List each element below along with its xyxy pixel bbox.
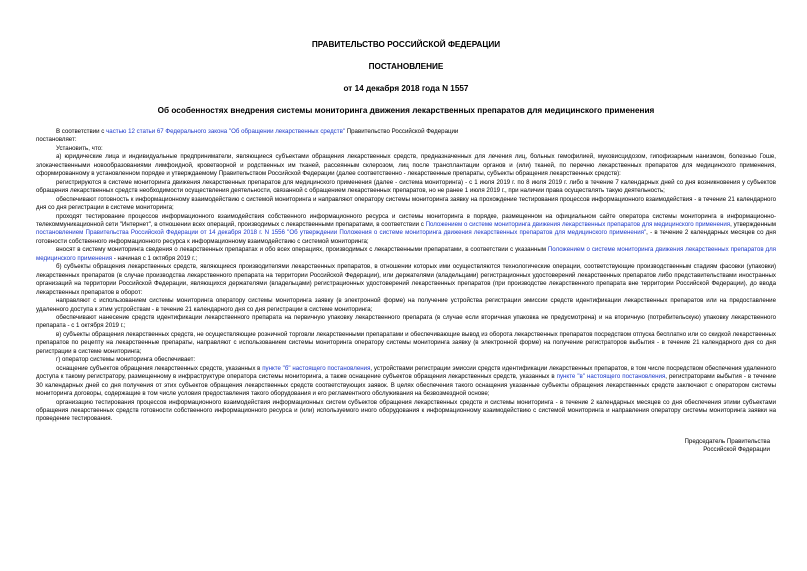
resolution-1556-link[interactable]: постановлением Правительства Российской Федерации от 14 декабря 2018 г. N 1556 "Об утверждении Положения о системе мониторинга движения лекарственных препаратов для медицинского применения" bbox=[36, 229, 647, 237]
clause-c: в) субъекты обращения лекарственных средств, не осуществляющие розничной торговли лекарственными препаратами и обеспечивающие вывод из оборота лекарственных препаратов посредством отпуска бесплатно или со скидкой лекарственных препаратов по рецепту на лекарственные препараты, направляют с использованием системы мониторинга оператору системы мониторинга заявку (в электронной форме) на получение регистраторов выбытия - в течение 21 календарного дня со дня регистрации в системе мониторинга; bbox=[36, 330, 776, 355]
clause-a-testing: проходят тестирование процессов информационного взаимодействия собственного информационного ресурса и системы мониторинга в порядке, размещенном на официальном сайте оператора системы мониторинга в информационно-телекоммуникационной сети "Интернет", в отношении всех операций, производимых с лекарственными препаратами, в соответствии с Положением о системе мониторинга движения лекарственных препаратов для медицинского применения, утвержденным постановлением Правительства Российской Федерации от 14 декабря 2018 г. N 1556 "Об утверждении Положения о системе мониторинга движения лекарственных препаратов для медицинского применения", - в течение 2 календарных месяцев со дня готовности собственного информационного ресурса к информационному взаимодействию с системой мониторинга; bbox=[36, 212, 776, 245]
clause-d-equipment: оснащение субъектов обращения лекарственных средств, указанных в пункте "б" настоящего постановления, устройствами регистрации эмиссии средств идентификации лекарственных препаратов, в том числе посредством обеспечения удаленного доступа к такому регистратору, размещенному в инфраструктуре оператора системы мониторинга, а также оснащение субъектов обращения лекарственных средств, указанных в пункте "в" настоящего постановления, регистраторами выбытия - в течение 30 календарных дней со дня получения от этих субъектов обращения лекарственных средств соответствующих заявок. В целях обеспечения такого оснащения указанные субъекты обращения лекарственных средств заключают с оператором системы мониторинга договоры, содержащие в том числе условия предоставления такого оборудования и его регламентного обслуживания на безвозмездной основе; bbox=[36, 364, 776, 398]
clause-d: г) оператор системы мониторинга обеспечивает: bbox=[56, 356, 196, 364]
establish-paragraph: Установить, что: bbox=[56, 144, 103, 152]
clause-b: б) субъекты обращения лекарственных средств, являющиеся производителями лекарственных препаратов, в отношении которых ими осуществляются технологические операции, соответствующие производственным стадиям фасовки (упаковки) лекарственных препаратов (в случае производства лекарственного препарата на территории Российской Федерации), или держателями (владельцами) регистрационных удостоверений лекарственных препаратов либо представительствами иностранных организаций на территории Российской Федерации, являющихся держателями (владельцами) регистрационных удостоверений лекарственных препаратов (при производстве лекарственного препарата вне территории Российской Федерации), до ввода лекарственных препаратов в оборот: bbox=[36, 263, 776, 296]
clause-c-link[interactable]: пункте "в" настоящего постановления bbox=[556, 373, 666, 381]
clause-a-data-entry: вносят в систему мониторинга сведения о лекарственных препаратах и обо всех операциях, производимых с лекарственными препаратами, в соответствии с указанным Положением о системе мониторинга движения лекарственных препаратов для медицинского применения - начиная с 1 октября 2019 г.; bbox=[36, 246, 776, 262]
regulation-link[interactable]: Положением о системе мониторинга движения лекарственных препаратов для медицинского применения bbox=[425, 220, 731, 228]
clause-b-marking: обеспечивают нанесение средств идентификации лекарственного препарата на первичную упаковку лекарственного препарата (в случае если вторичная упаковка не предусмотрена) и на вторичную (потребительскую) упаковку лекарственного препарата - с 1 октября 2019 г.; bbox=[36, 313, 776, 330]
clause-a-readiness: обеспечивают готовность к информационному взаимодействию с системой мониторинга и направляют оператору системы мониторинга заявку на прохождение тестирования процессов информационного взаимодействия - в течение 21 календарного дня со дня регистрации в системе мониторинга; bbox=[36, 195, 776, 212]
clause-b-link[interactable]: пункте "б" настоящего постановления bbox=[262, 364, 371, 372]
clause-b-request: направляют с использованием системы мониторинга оператору системы мониторинга заявку (в электронной форме) на получение устройства регистрации эмиссии средств идентификации лекарственных препаратов или на предоставление удаленного доступа к этим устройствам - в течение 21 календарного дня со дня регистрации в системе мониторинга; bbox=[36, 297, 776, 313]
regulation-link-2[interactable]: Положением о системе мониторинга движения лекарственных препаратов для медицинского применения bbox=[36, 246, 776, 262]
document-date-number: от 14 декабря 2018 года N 1557 bbox=[343, 84, 469, 93]
decree-word: постановляет: bbox=[36, 136, 77, 144]
signature-block bbox=[36, 438, 770, 455]
document-title: Об особенностях внедрения системы мониторинга движения лекарственных препаратов для медицинского применения bbox=[157, 106, 655, 115]
document-type: ПОСТАНОВЛЕНИЕ bbox=[368, 62, 444, 71]
preamble-paragraph: В соответствии с частью 12 статьи 67 Федерального закона "Об обращении лекарственных средств" Правительство Российской Федерации bbox=[56, 128, 459, 135]
law-article-link[interactable]: частью 12 статьи 67 Федерального закона "Об обращении лекарственных средств" bbox=[106, 128, 346, 135]
document-page bbox=[36, 40, 776, 455]
signature-line-2: Российской Федерации bbox=[703, 446, 770, 454]
document-body bbox=[36, 128, 776, 424]
clause-a-register: регистрируются в системе мониторинга движения лекарственных препаратов для медицинского применения (далее - система мониторинга) - с 1 июля 2019 г. по 8 июля 2019 г. либо в течение 7 календарных дней со дня возникновения у субъектов обращения лекарственных средств необходимости осуществления деятельности, связанной с обращением лекарственных препаратов, но не ранее 1 июля 2019 г., при наличии права осуществлять такую деятельность; bbox=[36, 178, 776, 195]
government-heading: ПРАВИТЕЛЬСТВО РОССИЙСКОЙ ФЕДЕРАЦИИ bbox=[311, 40, 501, 49]
clause-d-testing: организацию тестирования процессов информационного взаимодействия информационных систем субъектов обращения лекарственных средств и системы мониторинга - в течение 2 календарных месяцев со дня обеспечения этими субъектами обращения лекарственных средств готовности собственного информационного ресурса и (или) используемого иного оборудования к информационному взаимодействию с системой мониторинга и направления оператору системы мониторинга заявки на проведение тестирования. bbox=[36, 398, 776, 423]
signature-line-1: Председатель Правительства bbox=[684, 437, 770, 445]
clause-a: а) юридические лица и индивидуальные предприниматели, являющиеся субъектами обращения лекарственных средств, предназначенных для лечения лиц, больных гемофилией, муковисцидозом, гипофизарным нанизмом, болезнью Гоше, злокачественными новообразованиями лимфоидной, кроветворной и родственных им тканей, рассеянным склерозом, лиц после трансплантации органов и (или) тканей, по перечню лекарственных препаратов для медицинского применения, сформированному в установленном порядке и утверждаемому Правительством Российской Федерации (далее соответственно - лекарственные препараты, субъекты обращения лекарственных средств): bbox=[36, 153, 776, 178]
